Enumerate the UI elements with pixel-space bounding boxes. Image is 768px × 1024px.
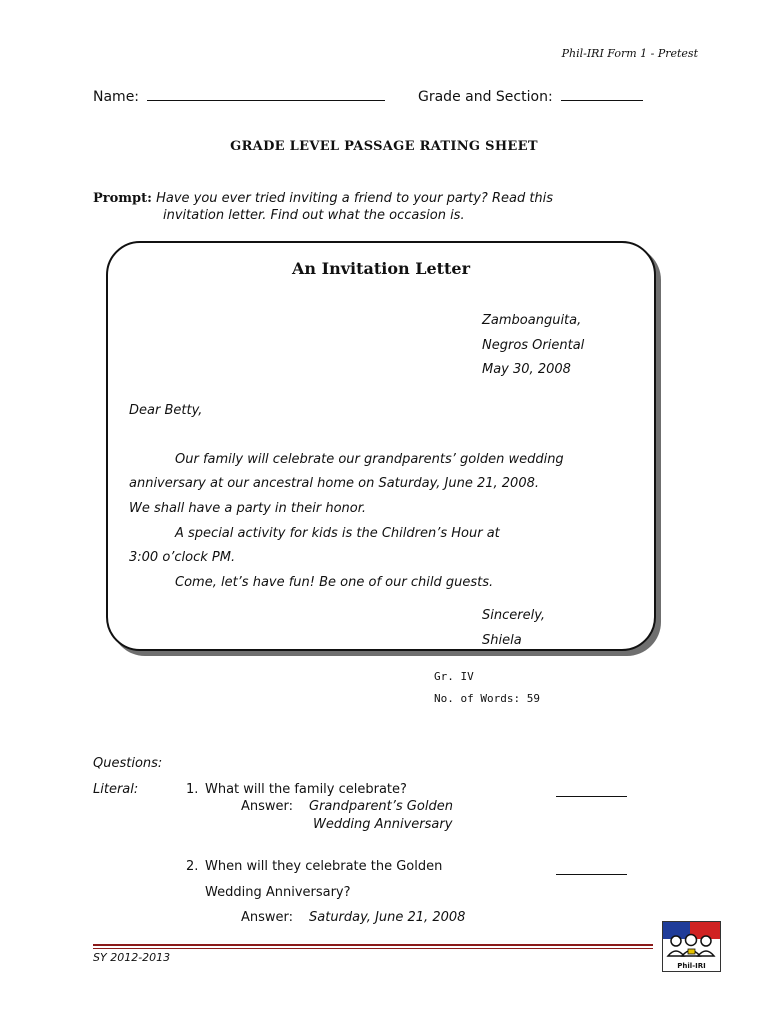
letter-signature: Shiela	[482, 633, 522, 648]
answer-text: Grandparent’s Golden	[309, 799, 453, 814]
prompt-line-2: invitation letter. Find out what the occasion is.	[163, 208, 465, 223]
grade-section-blank	[561, 88, 643, 101]
score-blank	[556, 795, 627, 797]
answer-label: Answer:	[241, 799, 294, 814]
question-text: What will the family celebrate?	[205, 782, 407, 797]
question-text: When will they celebrate the Golden	[205, 859, 443, 874]
letter-body-line: anniversary at our ancestral home on Saturday, June 21, 2008.	[129, 476, 539, 491]
letter-title: An Invitation Letter	[291, 259, 471, 278]
logo-text: Phil-IRI	[677, 962, 706, 970]
footer-rule	[93, 948, 653, 949]
question-category: Literal:	[93, 782, 139, 797]
grade-level-label: Gr. IV	[434, 670, 474, 683]
letter-address-line: Negros Oriental	[482, 338, 585, 353]
sheet-title: GRADE LEVEL PASSAGE RATING SHEET	[230, 139, 538, 154]
prompt-label: Prompt:	[93, 191, 152, 206]
name-blank	[147, 88, 385, 101]
footer-rule	[93, 944, 653, 946]
questions-heading: Questions:	[93, 756, 163, 771]
school-year: SY 2012-2013	[93, 951, 171, 964]
letter-body-line: Come, let’s have fun! Be one of our child guests.	[175, 575, 494, 590]
name-field	[93, 88, 385, 105]
name-label: Name:	[93, 89, 140, 105]
people-icon	[663, 932, 720, 958]
word-count-label: No. of Words: 59	[434, 692, 540, 705]
answer-text: Wedding Anniversary	[313, 817, 453, 832]
letter-body-line: Our family will celebrate our grandparents’ golden wedding	[175, 452, 564, 467]
prompt-continued	[163, 207, 465, 224]
letter-body-line: A special activity for kids is the Children’s Hour at	[175, 526, 500, 541]
letter-date: May 30, 2008	[482, 362, 571, 377]
grade-section-field	[418, 88, 643, 105]
letter-address-line: Zamboanguita,	[482, 313, 582, 328]
letter-closing: Sincerely,	[482, 608, 546, 623]
letter-salutation: Dear Betty,	[129, 403, 203, 418]
question-text: Wedding Anniversary?	[205, 885, 351, 900]
question-number: 1.	[186, 782, 199, 797]
form-label: Phil-IRI Form 1 - Pretest	[561, 47, 698, 60]
score-blank	[556, 873, 627, 875]
answer-text: Saturday, June 21, 2008	[309, 910, 466, 925]
prompt-line-1: Have you ever tried inviting a friend to your party? Read this	[156, 191, 554, 206]
grade-section-label: Grade and Section:	[418, 89, 553, 105]
question-number: 2.	[186, 859, 199, 874]
phil-iri-logo	[662, 921, 721, 972]
prompt	[93, 190, 553, 207]
letter-body-line: We shall have a party in their honor.	[129, 501, 367, 516]
answer-label: Answer:	[241, 910, 294, 925]
letter-body-line: 3:00 o’clock PM.	[129, 550, 236, 565]
